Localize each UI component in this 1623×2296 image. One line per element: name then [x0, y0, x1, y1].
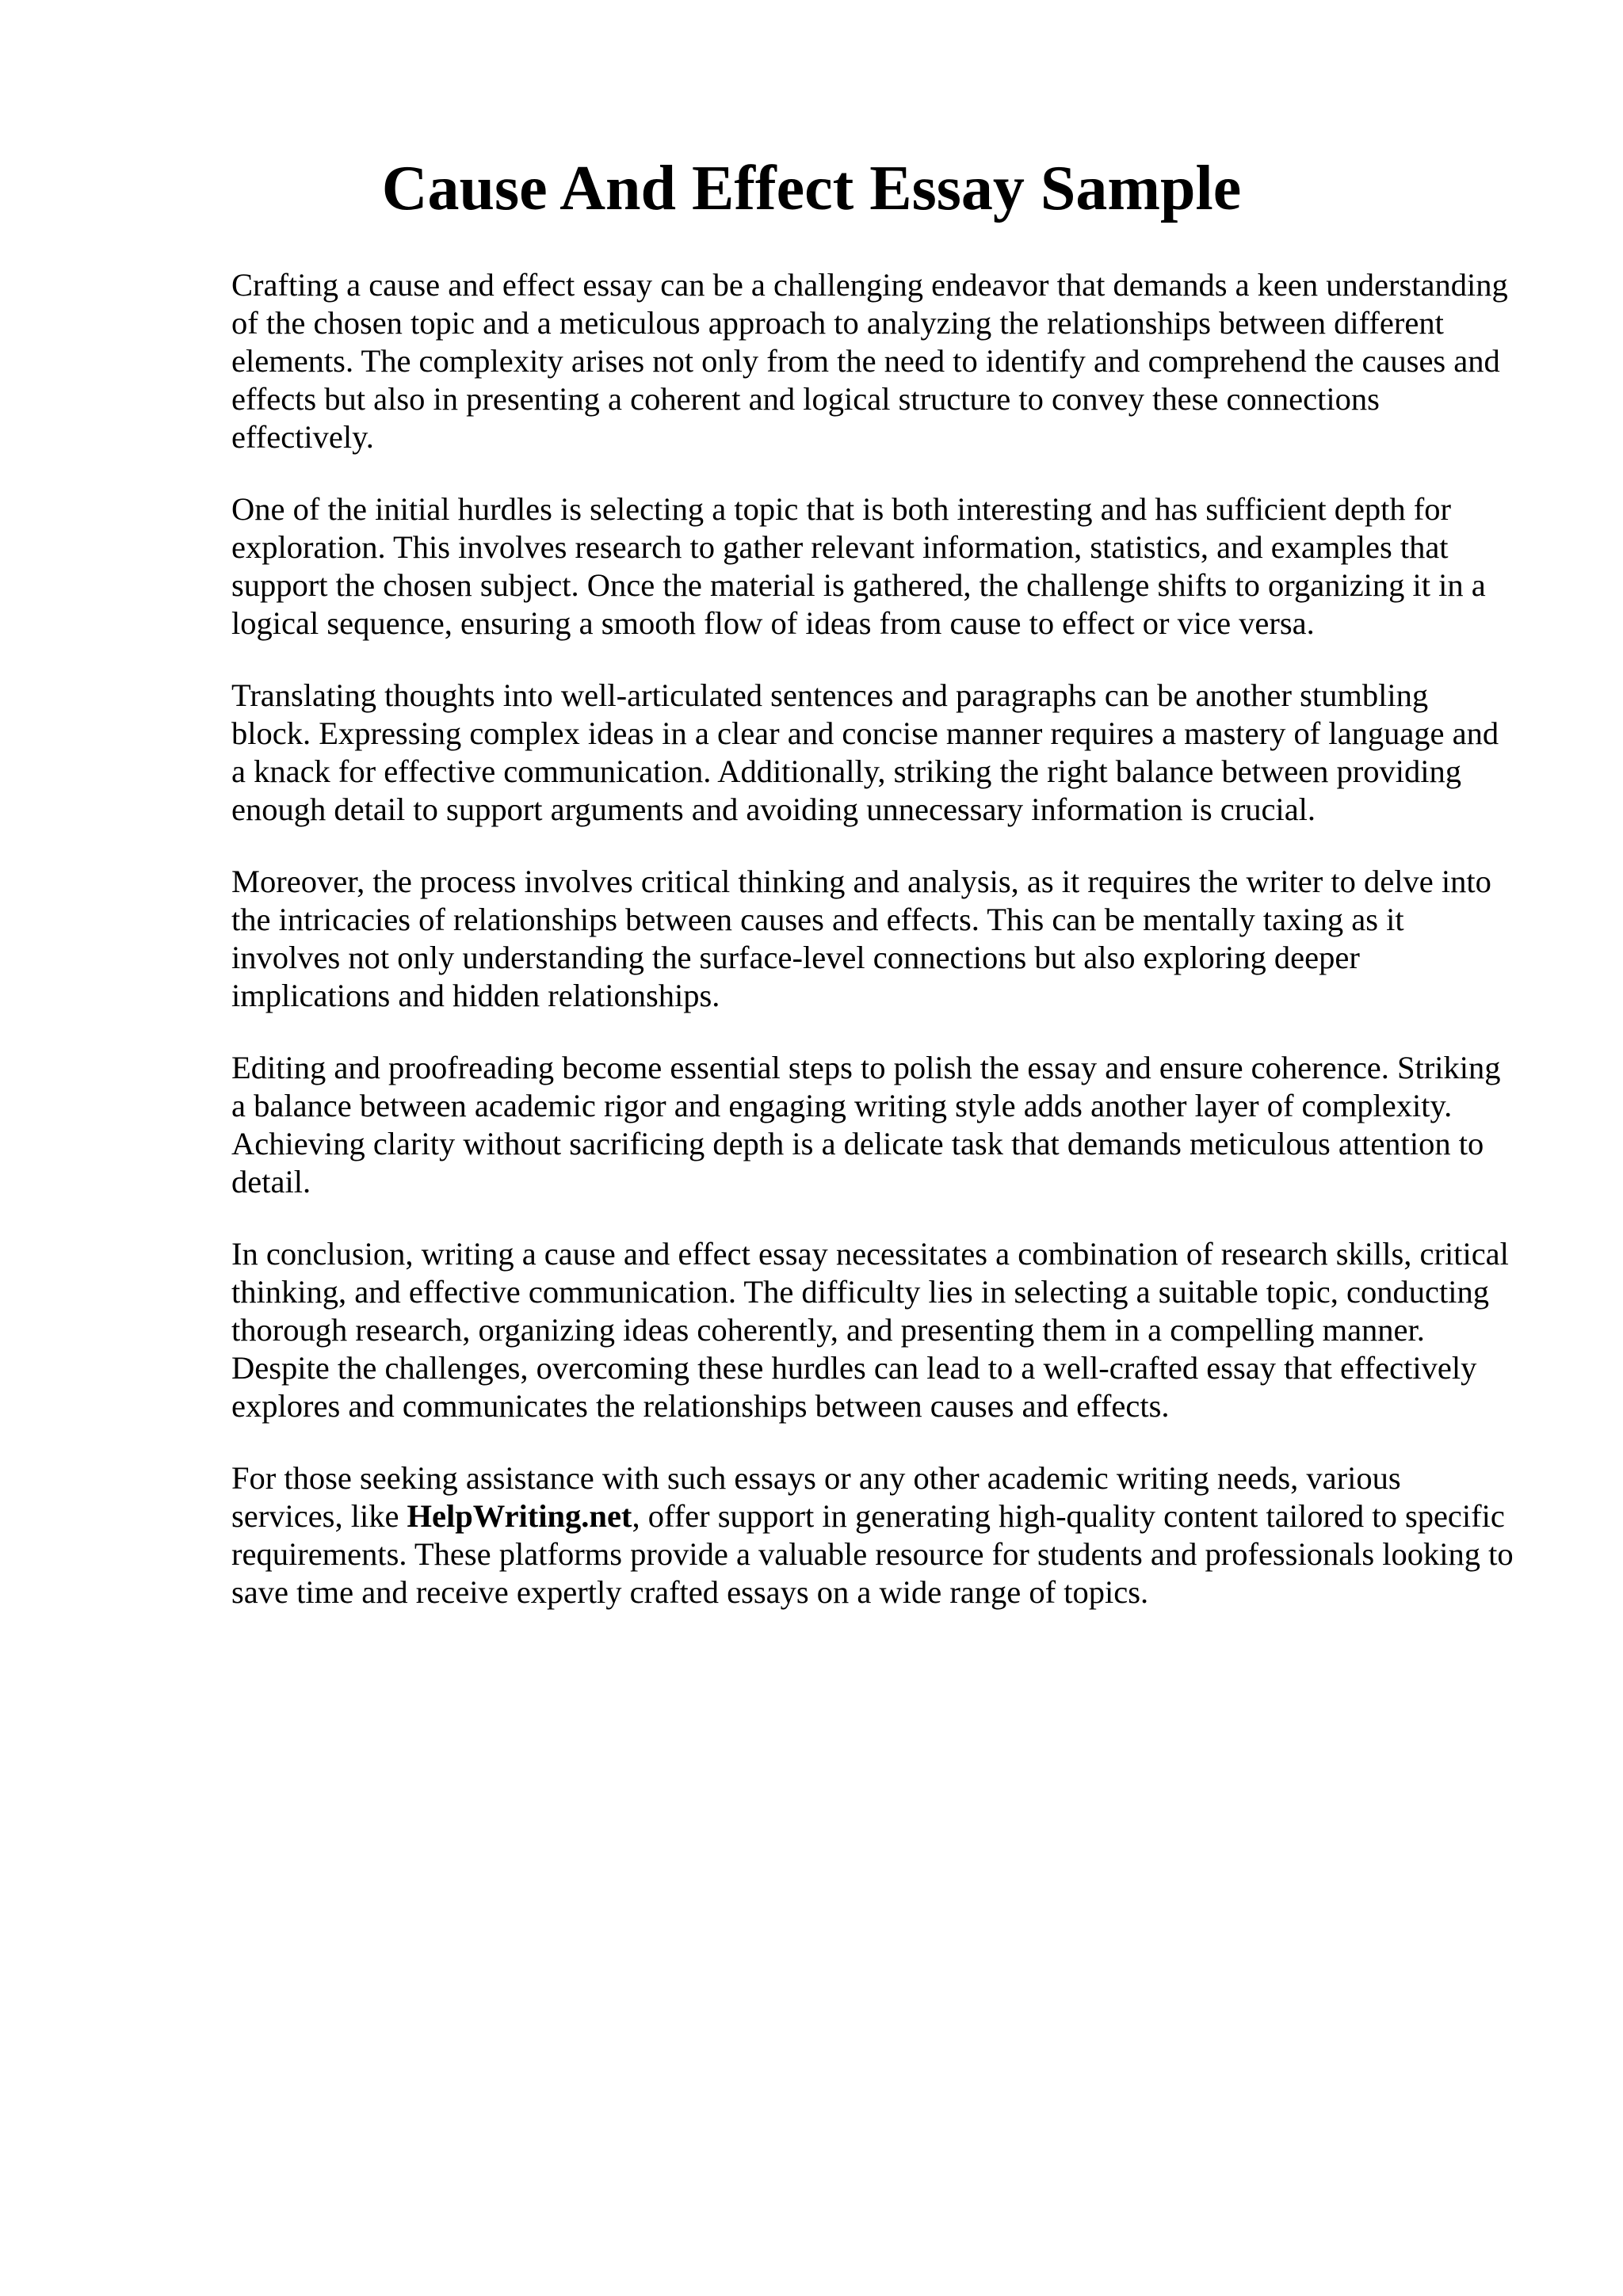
- closing-text-before: For those seeking assistance with such essays or any other academic writing needs, various services, like: [231, 1460, 1401, 1534]
- paragraph-editing: Editing and proofreading become essential steps to polish the essay and ensure coherence. Striking a balance between academic rigor and engaging writing style adds another layer of complexity. Achieving clarity without sacrificing depth is a delicate task that demands meticulous attention to detail.: [231, 1050, 1501, 1199]
- closing-text-after: , offer support in generating high-quality content tailored to specific requirements. These platforms provide a valuable resource for students and professionals looking to save time and receive expertly crafted essays on a wide range of topics.: [231, 1498, 1514, 1610]
- document-title: Cause And Effect Essay Sample: [381, 154, 1242, 223]
- paragraph-conclusion: In conclusion, writing a cause and effect essay necessitates a combination of research skills, critical thinking, and effective communication. The difficulty lies in selecting a suitable topic, conducting thorough research, organizing ideas coherently, and presenting them in a compelling manner. Despite the challenges, overcoming these hurdles can lead to a well-crafted essay that effectively explores and communicates the relationships between causes and effects.: [231, 1236, 1509, 1424]
- paragraph-writing-challenge: Translating thoughts into well-articulated sentences and paragraphs can be another stumbling block. Expressing complex ideas in a clear and concise manner requires a mastery of language and a knack for effective communication. Additionally, striking the right balance between providing enough detail to support arguments and avoiding unnecessary information is crucial.: [231, 677, 1499, 827]
- paragraph-topic-selection: One of the initial hurdles is selecting a topic that is both interesting and has sufficient depth for exploration. This involves research to gather relevant information, statistics, and examples that support the chosen subject. Once the material is gathered, the challenge shifts to organizing it in a logical sequence, ensuring a smooth flow of ideas from cause to effect or vice versa.: [231, 491, 1486, 641]
- paragraph-intro: Crafting a cause and effect essay can be a challenging endeavor that demands a keen understanding of the chosen topic and a meticulous approach to analyzing the relationships between different elements. The complexity arises not only from the need to identify and comprehend the causes and effects but also in presenting a coherent and logical structure to convey these connections effectively.: [231, 267, 1508, 455]
- brand-name: HelpWriting.net: [407, 1498, 632, 1534]
- paragraph-closing: [231, 1459, 1515, 1611]
- document-body: [231, 266, 1515, 1646]
- paragraph-critical-thinking: Moreover, the process involves critical thinking and analysis, as it requires the writer to delve into the intricacies of relationships between causes and effects. This can be mentally taxing as it involves not only understanding the surface-level connections but also exploring deeper implications and hidden relationships.: [231, 864, 1491, 1013]
